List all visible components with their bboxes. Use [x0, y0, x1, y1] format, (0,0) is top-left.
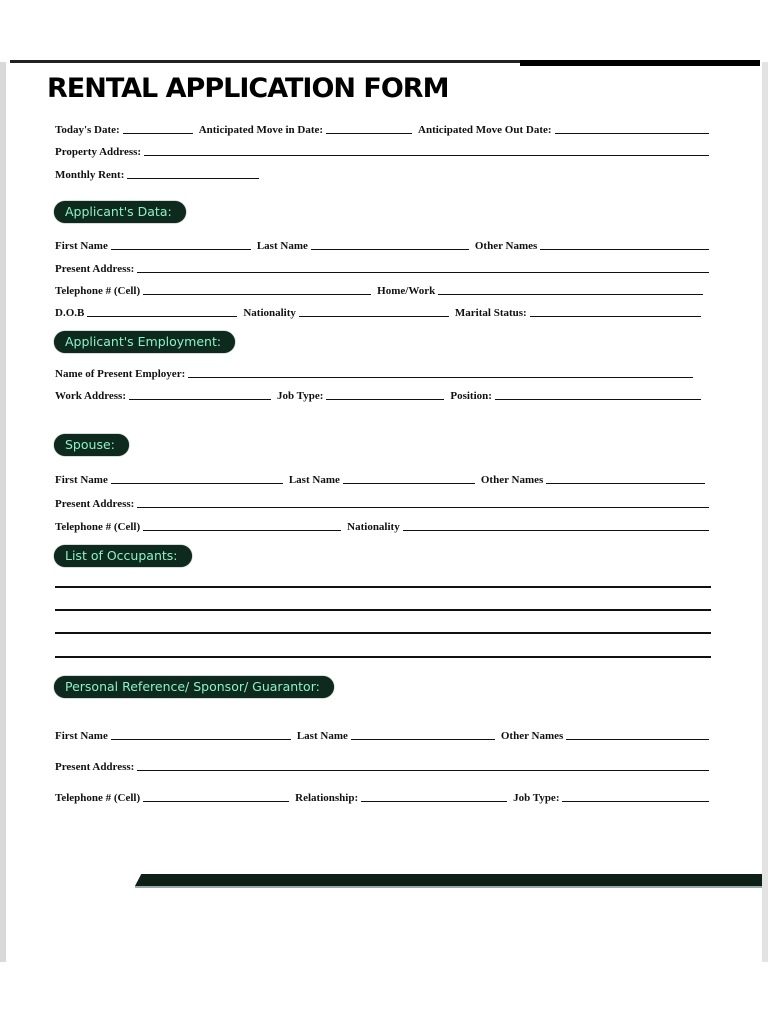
- spouse-other-names-label: Other Names: [480, 474, 544, 486]
- employer-field[interactable]: [188, 367, 693, 378]
- applicant-nationality-field[interactable]: [299, 306, 449, 317]
- spouse-heading: Spouse:: [54, 434, 129, 456]
- reference-last-name-field[interactable]: [351, 729, 495, 740]
- todays-date-label: Today's Date:: [55, 124, 120, 136]
- applicant-dob-row: [55, 303, 709, 319]
- spouse-first-name-field[interactable]: [111, 473, 283, 484]
- move-out-label: Anticipated Move Out Date:: [418, 124, 552, 136]
- work-address-field[interactable]: [129, 389, 271, 400]
- applicant-other-names-field[interactable]: [540, 239, 709, 250]
- reference-phone-row: [55, 788, 709, 804]
- applicant-home-work-field[interactable]: [438, 284, 703, 295]
- reference-address-label: Present Address:: [55, 761, 135, 773]
- monthly-rent-label: Monthly Rent:: [55, 169, 125, 181]
- reference-other-names-label: Other Names: [500, 730, 564, 742]
- employer-row: [55, 364, 709, 380]
- applicant-telephone-label: Telephone # (Cell): [55, 285, 141, 297]
- todays-date-field[interactable]: [123, 123, 193, 134]
- reference-job-type-field[interactable]: [562, 791, 709, 802]
- property-address-label: Property Address:: [55, 146, 142, 158]
- applicant-other-names-label: Other Names: [474, 240, 538, 252]
- applicant-first-name-field[interactable]: [111, 239, 251, 250]
- spouse-address-field[interactable]: [137, 497, 709, 508]
- spouse-address-row: [55, 494, 709, 510]
- occupant-line[interactable]: [55, 656, 711, 658]
- spouse-phone-row: [55, 517, 709, 533]
- occupant-line[interactable]: [55, 609, 711, 611]
- property-address-field[interactable]: [144, 145, 709, 156]
- applicant-last-name-label: Last Name: [256, 240, 308, 252]
- spouse-other-names-field[interactable]: [546, 473, 705, 484]
- reference-heading: Personal Reference/ Sponsor/ Guarantor:: [54, 676, 334, 698]
- property-address-row: [55, 142, 709, 158]
- reference-address-row: [55, 757, 709, 773]
- job-type-field[interactable]: [326, 389, 444, 400]
- applicant-first-name-label: First Name: [55, 240, 108, 252]
- move-in-field[interactable]: [326, 123, 412, 134]
- spouse-nationality-field[interactable]: [403, 520, 709, 531]
- monthly-rent-row: [55, 165, 709, 181]
- employer-label: Name of Present Employer:: [55, 368, 186, 380]
- bottom-rule: [135, 886, 762, 888]
- applicant-employment-heading: Applicant's Employment:: [54, 331, 235, 353]
- spouse-address-label: Present Address:: [55, 498, 135, 510]
- applicant-nationality-label: Nationality: [243, 307, 296, 319]
- move-out-field[interactable]: [555, 123, 709, 134]
- dates-row: [55, 120, 709, 136]
- move-in-label: Anticipated Move in Date:: [198, 124, 324, 136]
- bottom-bar: [135, 874, 762, 886]
- spouse-last-name-field[interactable]: [343, 473, 475, 484]
- spouse-telephone-field[interactable]: [143, 520, 341, 531]
- reference-job-type-label: Job Type:: [513, 792, 560, 804]
- occupant-line[interactable]: [55, 632, 711, 634]
- form-title: RENTAL APPLICATION FORM: [47, 73, 449, 104]
- top-rule-accent: [520, 60, 760, 66]
- applicant-phone-row: [55, 281, 709, 297]
- applicant-data-heading: Applicant's Data:: [54, 201, 186, 223]
- spouse-nationality-label: Nationality: [347, 521, 400, 533]
- spouse-first-name-label: First Name: [55, 474, 108, 486]
- applicant-dob-field[interactable]: [87, 306, 237, 317]
- reference-telephone-field[interactable]: [143, 791, 289, 802]
- applicant-address-row: [55, 259, 709, 275]
- reference-last-name-label: Last Name: [296, 730, 348, 742]
- applicant-home-work-label: Home/Work: [377, 285, 436, 297]
- monthly-rent-field[interactable]: [127, 168, 259, 179]
- scan-edge-right: [762, 62, 768, 962]
- reference-name-row: [55, 726, 709, 742]
- reference-relationship-label: Relationship:: [295, 792, 359, 804]
- applicant-address-label: Present Address:: [55, 263, 135, 275]
- reference-address-field[interactable]: [137, 760, 709, 771]
- applicant-dob-label: D.O.B: [55, 307, 85, 319]
- spouse-name-row: [55, 470, 709, 486]
- spouse-telephone-label: Telephone # (Cell): [55, 521, 141, 533]
- reference-other-names-field[interactable]: [566, 729, 709, 740]
- work-address-label: Work Address:: [55, 390, 127, 402]
- applicant-name-row: [55, 236, 709, 252]
- position-label: Position:: [450, 390, 492, 402]
- applicant-marital-status-field[interactable]: [530, 306, 701, 317]
- work-row: [55, 386, 709, 402]
- occupant-line[interactable]: [55, 586, 711, 588]
- position-field[interactable]: [495, 389, 701, 400]
- applicant-telephone-field[interactable]: [143, 284, 371, 295]
- scan-edge-left: [0, 62, 6, 962]
- job-type-label: Job Type:: [277, 390, 324, 402]
- applicant-last-name-field[interactable]: [311, 239, 469, 250]
- occupants-heading: List of Occupants:: [54, 545, 192, 567]
- spouse-last-name-label: Last Name: [288, 474, 340, 486]
- applicant-marital-status-label: Marital Status:: [454, 307, 527, 319]
- reference-first-name-field[interactable]: [111, 729, 291, 740]
- reference-relationship-field[interactable]: [361, 791, 507, 802]
- reference-telephone-label: Telephone # (Cell): [55, 792, 141, 804]
- reference-first-name-label: First Name: [55, 730, 108, 742]
- applicant-address-field[interactable]: [137, 262, 709, 273]
